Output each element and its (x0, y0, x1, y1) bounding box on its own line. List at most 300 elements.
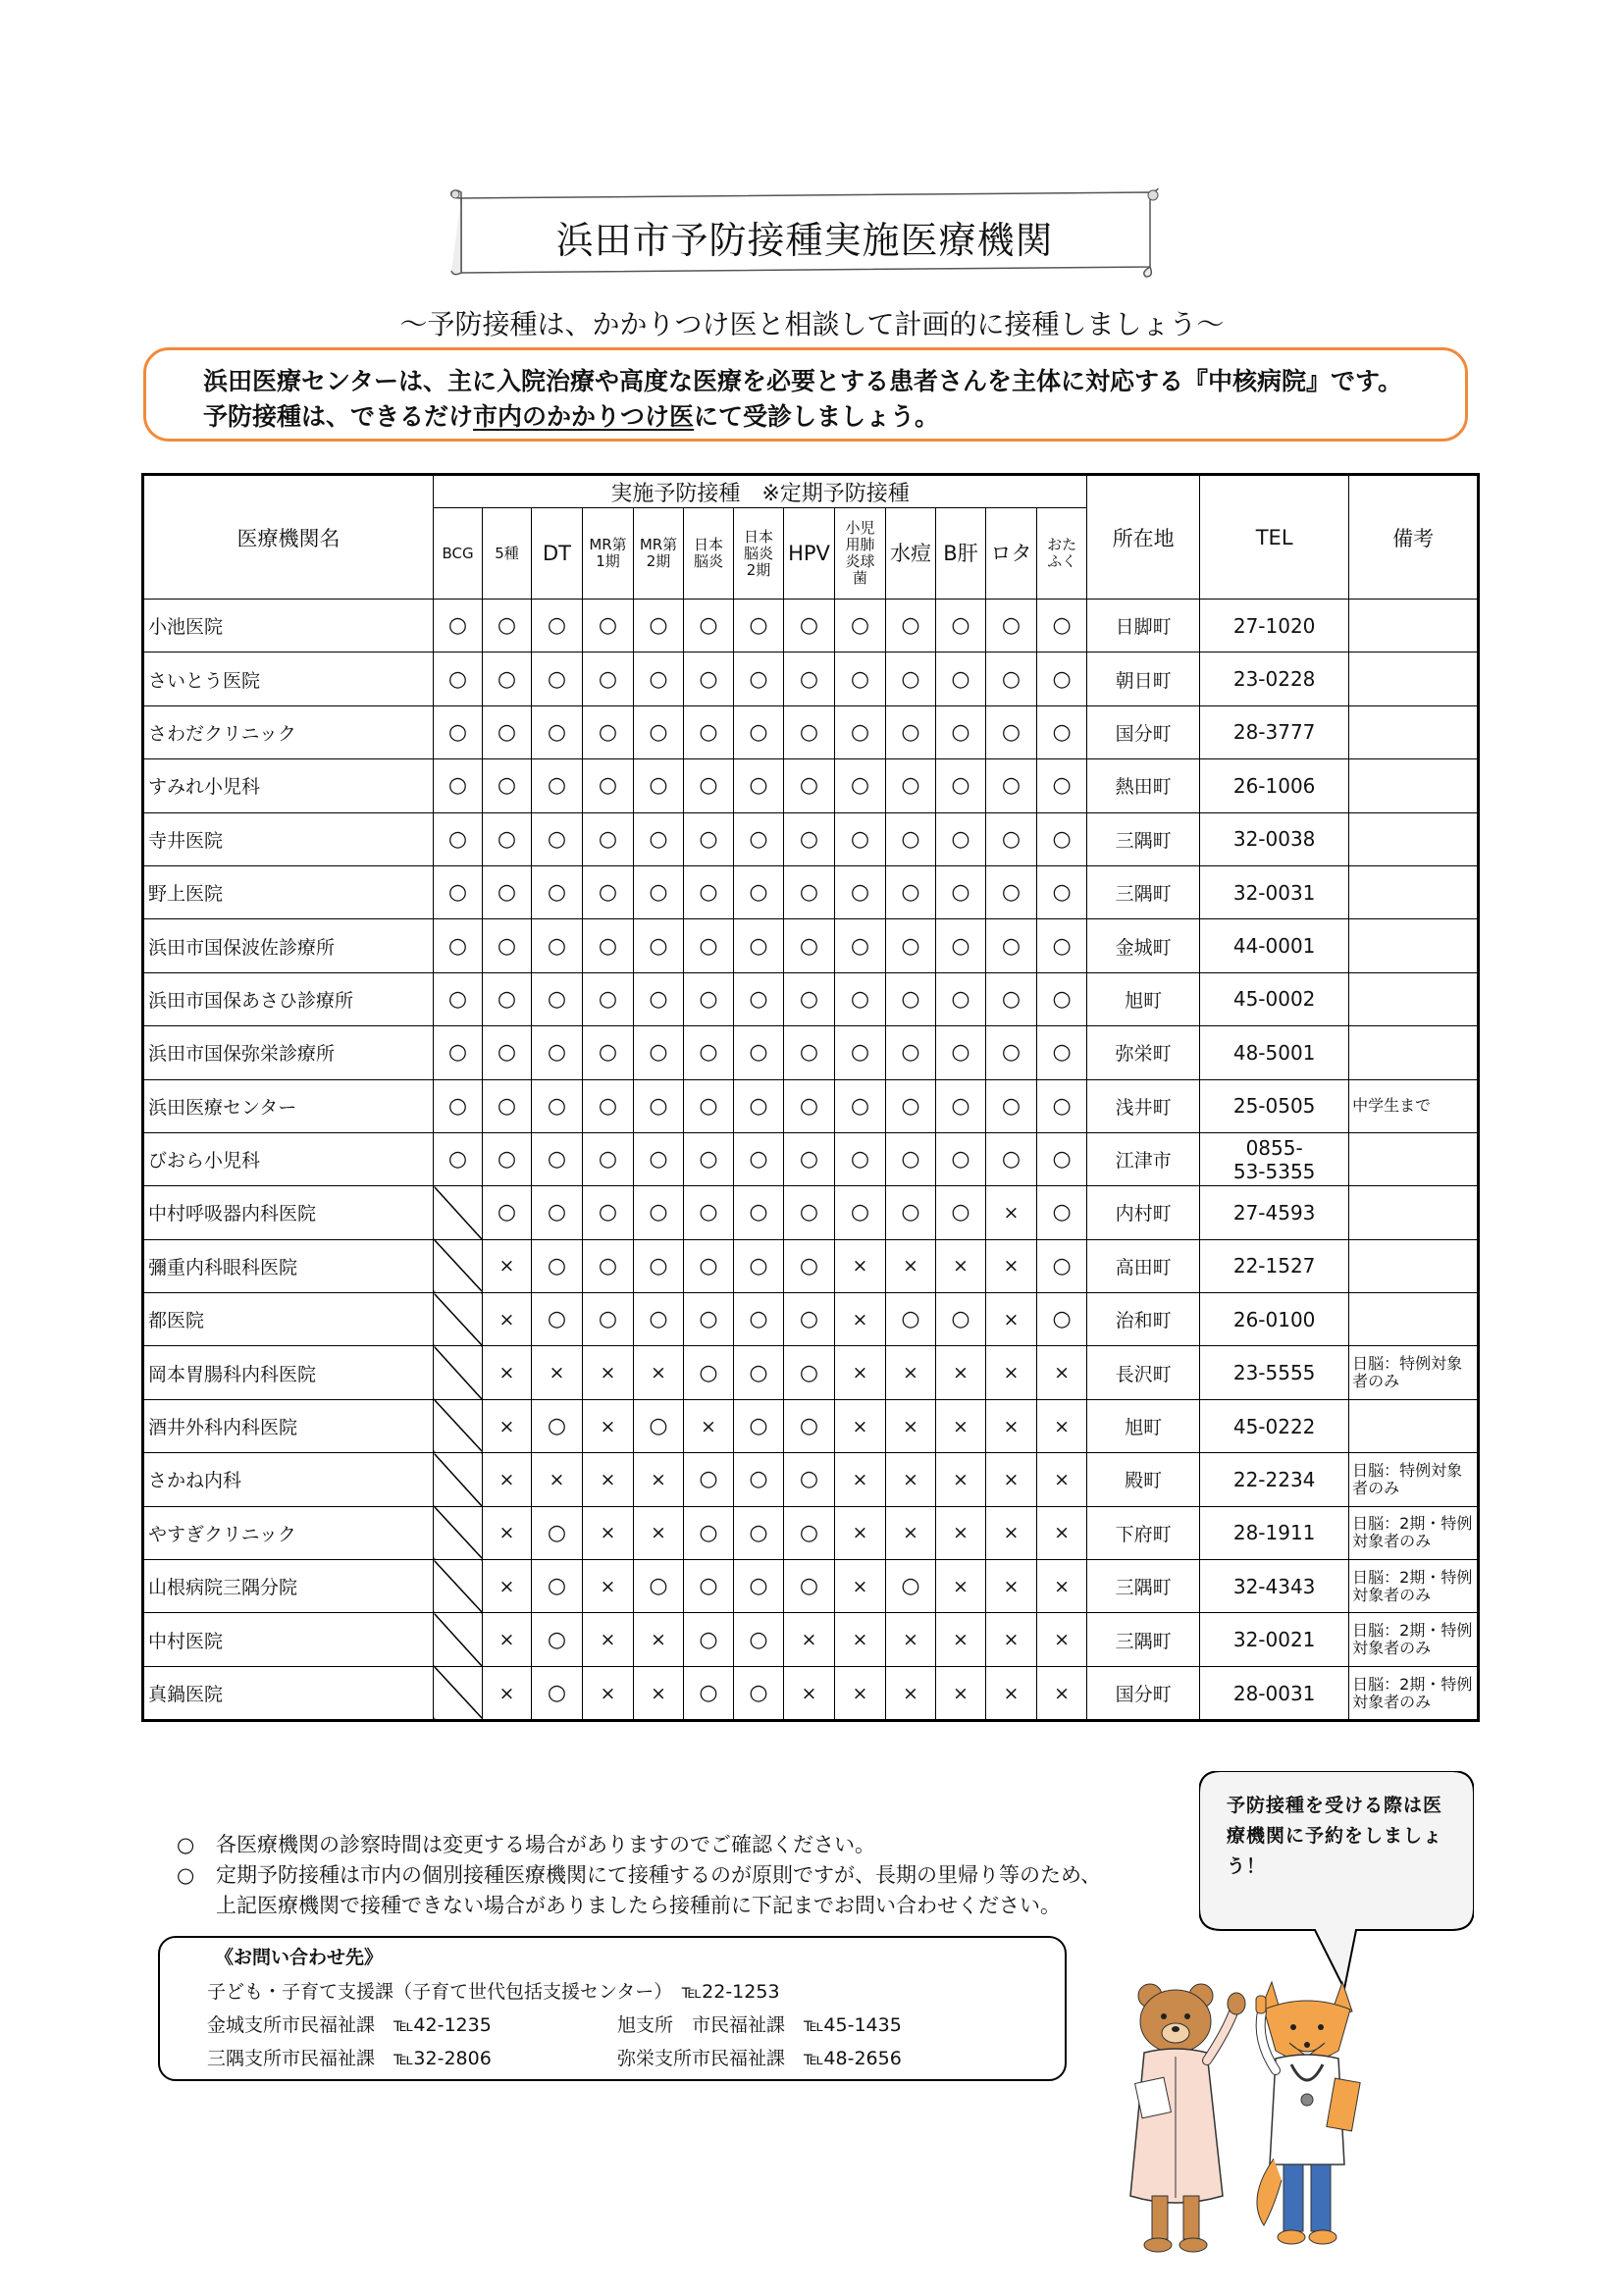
vaccine-mark: ○ (532, 1560, 583, 1613)
vaccine-mark: ○ (886, 865, 936, 918)
vaccine-mark: × (483, 1613, 532, 1666)
vaccine-mark: ○ (1037, 1293, 1087, 1346)
clinic-name: やすぎクリニック (143, 1506, 434, 1559)
clinic-tel: 28-1911 (1200, 1506, 1349, 1559)
vaccine-mark: ○ (835, 1026, 886, 1079)
not-applicable-cell (434, 1666, 483, 1720)
vaccine-mark: ○ (583, 1293, 634, 1346)
vaccine-mark: ○ (634, 652, 684, 705)
vaccine-mark: ○ (532, 1613, 583, 1666)
vaccine-mark: × (583, 1613, 634, 1666)
vaccine-mark: ○ (784, 812, 835, 865)
vaccine-mark: ○ (583, 812, 634, 865)
vaccine-mark: ○ (1037, 652, 1087, 705)
vaccine-mark: ○ (986, 652, 1037, 705)
vaccine-mark: ○ (734, 652, 784, 705)
note-1 (177, 1830, 1101, 1860)
vaccine-mark: × (936, 1506, 986, 1559)
vaccine-mark: ○ (835, 705, 886, 758)
vaccine-mark: ○ (784, 1186, 835, 1239)
vaccine-mark: × (634, 1613, 684, 1666)
vaccine-mark: ○ (734, 972, 784, 1025)
vaccine-mark: ○ (784, 1346, 835, 1399)
title-banner (447, 188, 1162, 279)
vaccine-mark: ○ (886, 1026, 936, 1079)
vaccine-mark: ○ (1037, 759, 1087, 812)
vaccine-mark: × (835, 1399, 886, 1452)
vaccine-mark: ○ (734, 759, 784, 812)
vaccine-mark: × (986, 1346, 1037, 1399)
vaccine-mark: ○ (634, 1186, 684, 1239)
vaccine-mark: ○ (684, 1346, 734, 1399)
vaccine-mark: ○ (583, 705, 634, 758)
clinic-tel: 32-4343 (1200, 1560, 1349, 1613)
vaccine-mark: ○ (434, 972, 483, 1025)
vaccine-mark: × (886, 1399, 936, 1452)
notice-line-2-pre: 予防接種は、できるだけ (203, 402, 474, 431)
vaccine-mark: ○ (784, 600, 835, 652)
vaccine-mark: ○ (936, 972, 986, 1025)
table-row (143, 812, 1479, 865)
vaccine-mark: ○ (835, 759, 886, 812)
vaccine-mark: ○ (684, 1132, 734, 1185)
vaccine-mark: ○ (634, 600, 684, 652)
vaccine-mark: ○ (784, 1506, 835, 1559)
clinic-remarks: 中学生まで (1349, 1079, 1479, 1132)
vaccine-mark: ○ (483, 652, 532, 705)
vaccine-mark: × (835, 1346, 886, 1399)
vaccine-mark: ○ (784, 759, 835, 812)
vaccine-mark: ○ (483, 759, 532, 812)
header-vaccine: B肝 (936, 508, 986, 600)
header-vaccine: ロタ (986, 508, 1037, 600)
vaccine-mark: ○ (684, 759, 734, 812)
header-tel: TEL (1200, 475, 1349, 600)
header-vaccine: おた ふく (1037, 508, 1087, 600)
clinic-location: 旭町 (1087, 972, 1200, 1025)
vaccine-mark: ○ (684, 1079, 734, 1132)
vaccine-mark: ○ (532, 1026, 583, 1079)
vaccine-mark: ○ (483, 812, 532, 865)
vaccine-mark: × (483, 1293, 532, 1346)
vaccine-mark: ○ (986, 812, 1037, 865)
clinic-name: 都医院 (143, 1293, 434, 1346)
vaccine-mark: ○ (684, 972, 734, 1025)
vaccine-mark: ○ (434, 1132, 483, 1185)
contact-yasaka: 弥栄支所市民福祉課 ℡48-2656 (617, 2048, 902, 2069)
vaccine-mark: ○ (583, 865, 634, 918)
clinic-tel: 44-0001 (1200, 919, 1349, 972)
vaccine-mark: ○ (784, 972, 835, 1025)
clinic-remarks: 日脳：特例対象 者のみ (1349, 1453, 1479, 1506)
vaccine-mark: × (583, 1346, 634, 1399)
vaccine-mark: × (1037, 1399, 1087, 1452)
vaccine-mark: ○ (634, 759, 684, 812)
clinic-tel: 22-1527 (1200, 1239, 1349, 1292)
vaccine-mark: ○ (684, 1239, 734, 1292)
vaccine-mark: ○ (1037, 705, 1087, 758)
vaccine-mark: × (483, 1399, 532, 1452)
vaccine-mark: ○ (583, 972, 634, 1025)
clinic-remarks (1349, 1293, 1479, 1346)
vaccine-mark: ○ (1037, 812, 1087, 865)
vaccine-mark: ○ (784, 705, 835, 758)
clinic-tel: 25-0505 (1200, 1079, 1349, 1132)
vaccine-mark: ○ (986, 1079, 1037, 1132)
vaccine-mark: ○ (936, 1026, 986, 1079)
vaccine-mark: ○ (886, 705, 936, 758)
vaccine-mark: ○ (936, 1079, 986, 1132)
vaccine-mark: × (483, 1506, 532, 1559)
vaccine-mark: × (1037, 1506, 1087, 1559)
header-vaccine: BCG (434, 508, 483, 600)
header-vaccine: 日本 脳炎 (684, 508, 734, 600)
notice-line-2-underlined: 市内のかかりつけ医 (473, 402, 695, 431)
vaccine-mark: ○ (532, 1132, 583, 1185)
clinic-name: 中村呼吸器内科医院 (143, 1186, 434, 1239)
vaccine-mark: ○ (434, 1026, 483, 1079)
vaccine-mark: ○ (1037, 1026, 1087, 1079)
table-row (143, 1666, 1479, 1720)
vaccine-mark: ○ (483, 1132, 532, 1185)
vaccine-mark: ○ (434, 705, 483, 758)
vaccine-mark: × (986, 1506, 1037, 1559)
clinic-remarks (1349, 759, 1479, 812)
clinic-remarks (1349, 919, 1479, 972)
vaccine-mark: ○ (583, 652, 634, 705)
not-applicable-cell (434, 1186, 483, 1239)
vaccine-mark: ○ (532, 1186, 583, 1239)
vaccine-mark: ○ (986, 705, 1037, 758)
vaccine-mark: ○ (684, 600, 734, 652)
not-applicable-cell (434, 1346, 483, 1399)
vaccine-mark: × (1037, 1560, 1087, 1613)
vaccine-mark: ○ (634, 1079, 684, 1132)
vaccine-mark: ○ (634, 919, 684, 972)
vaccine-mark: × (784, 1613, 835, 1666)
vaccine-mark: × (483, 1560, 532, 1613)
clinic-location: 三隅町 (1087, 1613, 1200, 1666)
header-vaccine: 水痘 (886, 508, 936, 600)
vaccine-mark: × (936, 1239, 986, 1292)
vaccine-mark: ○ (684, 1026, 734, 1079)
clinic-name: 浜田医療センター (143, 1079, 434, 1132)
vaccine-mark: ○ (734, 1293, 784, 1346)
contact-kanagi: 金城支所市民福祉課 ℡42-1235 (207, 2014, 492, 2036)
vaccine-mark: ○ (784, 1560, 835, 1613)
vaccine-mark: ○ (583, 1186, 634, 1239)
vaccine-mark: ○ (583, 759, 634, 812)
vaccine-mark: ○ (734, 1506, 784, 1559)
vaccine-mark: ○ (684, 1560, 734, 1613)
vaccine-mark: × (886, 1453, 936, 1506)
table-row (143, 1132, 1479, 1185)
vaccine-mark: ○ (886, 1560, 936, 1613)
vaccine-mark: ○ (1037, 919, 1087, 972)
note-indent (177, 1891, 216, 1921)
vaccine-mark: ○ (936, 759, 986, 812)
contact-box (158, 1936, 1067, 2081)
vaccine-mark: × (483, 1239, 532, 1292)
header-vaccine: 日本 脳炎 2期 (734, 508, 784, 600)
clinic-location: 弥栄町 (1087, 1026, 1200, 1079)
vaccine-mark: ○ (483, 600, 532, 652)
vaccine-mark: ○ (734, 1666, 784, 1720)
clinic-name: びおら小児科 (143, 1132, 434, 1185)
clinic-location: 国分町 (1087, 705, 1200, 758)
clinic-name: さわだクリニック (143, 705, 434, 758)
clinic-location: 長沢町 (1087, 1346, 1200, 1399)
clinic-table (141, 473, 1480, 1722)
vaccine-mark: ○ (634, 1026, 684, 1079)
clinic-remarks: 日脳：特例対象 者のみ (1349, 1346, 1479, 1399)
vaccine-mark: ○ (734, 1132, 784, 1185)
vaccine-mark: ○ (734, 1079, 784, 1132)
vaccine-mark: ○ (583, 1026, 634, 1079)
not-applicable-cell (434, 1506, 483, 1559)
clinic-name: 彌重内科眼科医院 (143, 1239, 434, 1292)
clinic-remarks (1349, 1026, 1479, 1079)
clinic-location: 治和町 (1087, 1293, 1200, 1346)
vaccine-mark: × (583, 1560, 634, 1613)
table-row (143, 1239, 1479, 1292)
vaccine-mark: × (936, 1613, 986, 1666)
vaccine-mark: × (583, 1666, 634, 1720)
vaccine-mark: ○ (886, 972, 936, 1025)
vaccine-mark: × (1037, 1453, 1087, 1506)
notice-line-2 (203, 399, 1465, 435)
clinic-location: 三隅町 (1087, 812, 1200, 865)
vaccine-mark: ○ (532, 919, 583, 972)
table-row (143, 1560, 1479, 1613)
vaccine-mark: ○ (734, 1613, 784, 1666)
vaccine-mark: ○ (784, 1026, 835, 1079)
vaccine-mark: × (886, 1239, 936, 1292)
vaccine-mark: ○ (936, 919, 986, 972)
note-1-text: 各医療機関の診察時間は変更する場合がありますのでご確認ください。 (216, 1833, 875, 1856)
clinic-tel: 28-0031 (1200, 1666, 1349, 1720)
clinic-location: 熱田町 (1087, 759, 1200, 812)
vaccine-mark: ○ (734, 1560, 784, 1613)
clinic-remarks (1349, 1132, 1479, 1185)
vaccine-mark: ○ (532, 865, 583, 918)
clinic-name: 山根病院三隅分院 (143, 1560, 434, 1613)
vaccine-mark: ○ (835, 919, 886, 972)
vaccine-mark: ○ (684, 1666, 734, 1720)
vaccine-mark: × (1037, 1666, 1087, 1720)
vaccine-mark: × (483, 1346, 532, 1399)
vaccine-mark: ○ (532, 1399, 583, 1452)
vaccine-mark: ○ (434, 652, 483, 705)
vaccine-mark: ○ (684, 865, 734, 918)
clinic-location: 朝日町 (1087, 652, 1200, 705)
vaccine-mark: ○ (634, 865, 684, 918)
table-row (143, 1293, 1479, 1346)
contact-title: 《お問い合わせ先》 (215, 1947, 384, 1968)
clinic-remarks (1349, 865, 1479, 918)
vaccine-mark: ○ (734, 919, 784, 972)
vaccine-mark: × (886, 1666, 936, 1720)
clinic-remarks (1349, 600, 1479, 652)
vaccine-mark: ○ (684, 1186, 734, 1239)
vaccine-mark: ○ (835, 1132, 886, 1185)
clinic-remarks (1349, 705, 1479, 758)
clinic-name: さいとう医院 (143, 652, 434, 705)
vaccine-mark: × (986, 1239, 1037, 1292)
vaccine-mark: ○ (886, 1079, 936, 1132)
vaccine-mark: × (986, 1399, 1037, 1452)
vaccine-mark: ○ (734, 1239, 784, 1292)
vaccine-mark: ○ (684, 705, 734, 758)
clinic-remarks (1349, 652, 1479, 705)
vaccine-mark: ○ (684, 652, 734, 705)
vaccine-mark: ○ (936, 865, 986, 918)
vaccine-mark: ○ (734, 1026, 784, 1079)
vaccine-mark: ○ (936, 1132, 986, 1185)
vaccine-mark: ○ (532, 972, 583, 1025)
clinic-location: 日脚町 (1087, 600, 1200, 652)
vaccine-mark: ○ (583, 1079, 634, 1132)
clinic-location: 国分町 (1087, 1666, 1200, 1720)
table-row (143, 652, 1479, 705)
vaccine-mark: ○ (835, 812, 886, 865)
table-row (143, 919, 1479, 972)
vaccine-mark: ○ (1037, 1132, 1087, 1185)
vaccine-mark: ○ (434, 1079, 483, 1132)
page-subtitle: ～予防接種は、かかりつけ医と相談して計画的に接種しましょう～ (399, 308, 1225, 340)
vaccine-mark: × (886, 1346, 936, 1399)
clinic-tel: 32-0031 (1200, 865, 1349, 918)
clinic-location: 江津市 (1087, 1132, 1200, 1185)
vaccine-mark: ○ (583, 1239, 634, 1292)
vaccine-mark: × (886, 1613, 936, 1666)
vaccine-mark: × (936, 1666, 986, 1720)
vaccine-mark: ○ (886, 1186, 936, 1239)
vaccine-mark: ○ (835, 1186, 886, 1239)
vaccine-mark: × (835, 1293, 886, 1346)
note-bullet: ○ (177, 1833, 195, 1856)
vaccine-mark: ○ (1037, 1239, 1087, 1292)
clinic-tel: 26-0100 (1200, 1293, 1349, 1346)
vaccine-mark: × (532, 1453, 583, 1506)
header-vaccine: HPV (784, 508, 835, 600)
vaccine-mark: ○ (1037, 1186, 1087, 1239)
clinic-remarks (1349, 1239, 1479, 1292)
clinic-tel: 22-2234 (1200, 1453, 1349, 1506)
notice-box (143, 347, 1468, 442)
vaccine-mark: × (986, 1453, 1037, 1506)
vaccine-mark: ○ (784, 1239, 835, 1292)
clinic-tel: 32-0021 (1200, 1613, 1349, 1666)
vaccine-mark: ○ (532, 1293, 583, 1346)
vaccine-mark: ○ (734, 1453, 784, 1506)
vaccine-mark: ○ (684, 1453, 734, 1506)
clinic-name: 中村医院 (143, 1613, 434, 1666)
clinic-name: 寺井医院 (143, 812, 434, 865)
clinic-tel: 28-3777 (1200, 705, 1349, 758)
vaccine-mark: ○ (483, 1079, 532, 1132)
clinic-name: 浜田市国保あさひ診療所 (143, 972, 434, 1025)
vaccine-mark: ○ (532, 705, 583, 758)
vaccine-mark: ○ (734, 1346, 784, 1399)
vaccine-mark: ○ (532, 812, 583, 865)
fox-doctor (1256, 1982, 1360, 2244)
clinic-remarks: 日脳：2期・特例 対象者のみ (1349, 1613, 1479, 1666)
vaccine-mark: ○ (634, 1132, 684, 1185)
notice-line-2-post: にて受診しましょう。 (694, 402, 940, 431)
clinic-tel: 45-0002 (1200, 972, 1349, 1025)
vaccine-mark: ○ (886, 652, 936, 705)
vaccine-mark: ○ (835, 1079, 886, 1132)
vaccine-mark: × (784, 1666, 835, 1720)
vaccine-mark: ○ (634, 1239, 684, 1292)
vaccine-mark: ○ (734, 865, 784, 918)
vaccine-mark: ○ (434, 759, 483, 812)
vaccine-mark: ○ (835, 972, 886, 1025)
vaccine-mark: ○ (434, 600, 483, 652)
vaccine-mark: × (835, 1453, 886, 1506)
vaccine-mark: ○ (684, 919, 734, 972)
clinic-name: 酒井外科内科医院 (143, 1399, 434, 1452)
vaccine-mark: ○ (784, 1079, 835, 1132)
vaccine-mark: ○ (886, 812, 936, 865)
clinic-tel: 23-0228 (1200, 652, 1349, 705)
vaccine-mark: ○ (986, 600, 1037, 652)
table-row (143, 1346, 1479, 1399)
vaccine-mark: ○ (886, 1293, 936, 1346)
clinic-name: 浜田市国保波佐診療所 (143, 919, 434, 972)
table-row (143, 1399, 1479, 1452)
vaccine-mark: ○ (684, 1293, 734, 1346)
clinic-tel: 23-5555 (1200, 1346, 1349, 1399)
vaccine-mark: × (986, 1613, 1037, 1666)
vaccine-mark: ○ (784, 1293, 835, 1346)
vaccine-mark: ○ (532, 1079, 583, 1132)
vaccine-mark: ○ (684, 812, 734, 865)
clinic-location: 下府町 (1087, 1506, 1200, 1559)
table-row (143, 1079, 1479, 1132)
vaccine-mark: ○ (986, 1026, 1037, 1079)
vaccine-mark: ○ (434, 812, 483, 865)
clinic-remarks (1349, 812, 1479, 865)
vaccine-mark: × (634, 1453, 684, 1506)
clinic-name: さかね内科 (143, 1453, 434, 1506)
clinic-remarks (1349, 972, 1479, 1025)
vaccine-mark: × (583, 1399, 634, 1452)
vaccine-mark: ○ (986, 1132, 1037, 1185)
clinic-tel: 45-0222 (1200, 1399, 1349, 1452)
vaccine-mark: × (986, 1666, 1037, 1720)
clinic-remarks (1349, 1186, 1479, 1239)
clinic-name: すみれ小児科 (143, 759, 434, 812)
clinic-location: 三隅町 (1087, 865, 1200, 918)
vaccine-mark: × (634, 1346, 684, 1399)
clinic-location: 金城町 (1087, 919, 1200, 972)
clinic-name: 真鍋医院 (143, 1666, 434, 1720)
clinic-tel: 27-4593 (1200, 1186, 1349, 1239)
header-location: 所在地 (1087, 475, 1200, 600)
contact-asahi: 旭支所 市民福祉課 ℡45-1435 (617, 2014, 902, 2036)
note-2-text-cont: 上記医療機関で接種できない場合がありましたら接種前に下記までお問い合わせください。 (216, 1894, 1061, 1917)
vaccine-mark: ○ (784, 919, 835, 972)
clinic-tel: 26-1006 (1200, 759, 1349, 812)
vaccine-mark: × (936, 1399, 986, 1452)
vaccine-mark: ○ (684, 1613, 734, 1666)
vaccine-mark: ○ (1037, 1079, 1087, 1132)
vaccine-mark: ○ (532, 652, 583, 705)
vaccine-mark: ○ (936, 1293, 986, 1346)
clinic-name: 小池医院 (143, 600, 434, 652)
